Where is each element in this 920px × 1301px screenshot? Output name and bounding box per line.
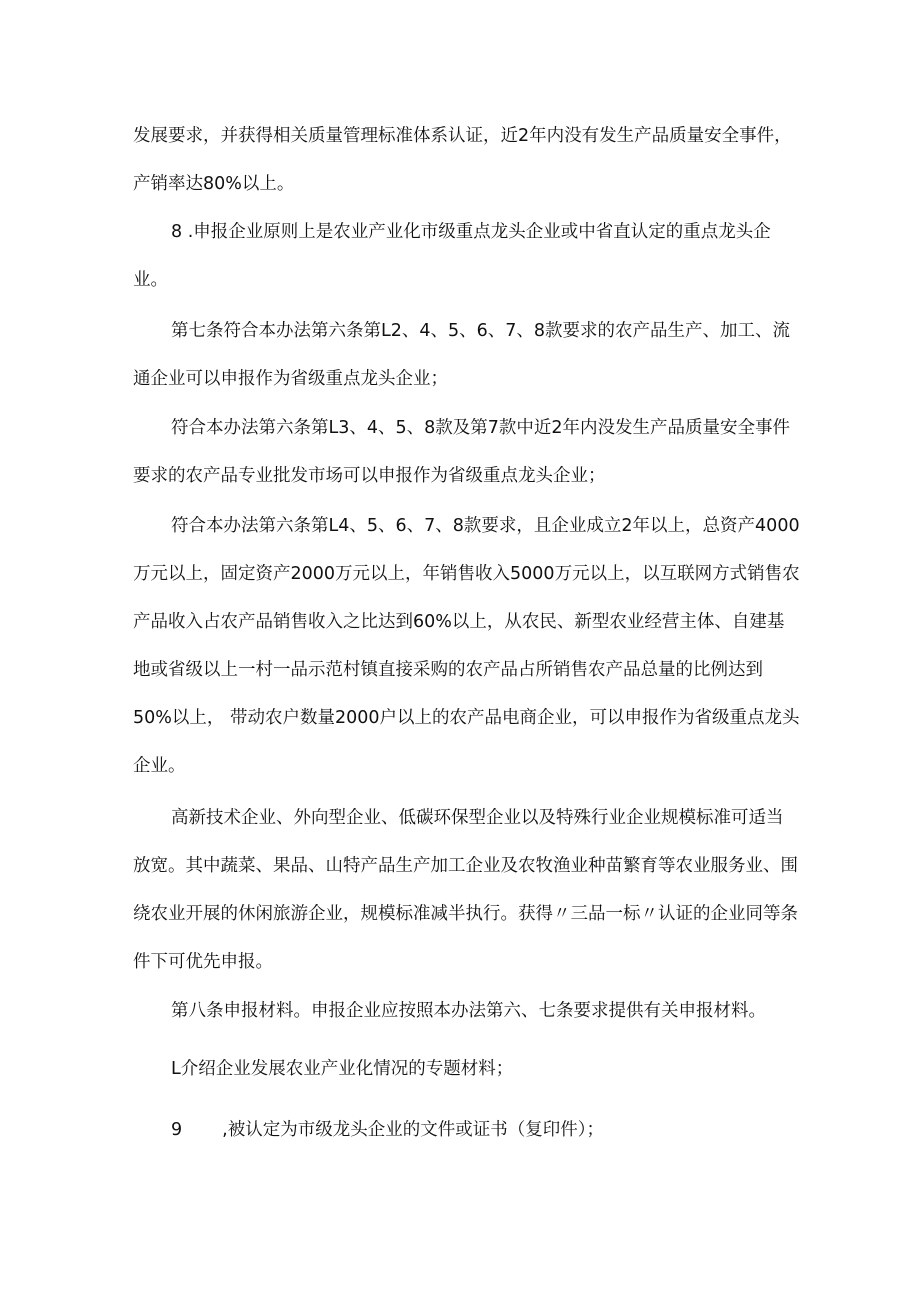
- text-line: L介绍企业发展农业产业化情况的专题材料；: [171, 1059, 514, 1079]
- paragraph-3: [133, 307, 791, 403]
- text-line: 放宽。其中蔬菜、果品、山特产品生产加工企业及农牧渔业种苗繁育等农业服务业、围: [133, 856, 798, 876]
- text-line: 第八条申报材料。申报企业应按照本办法第六、七条要求提供有关申报材料。: [171, 1001, 766, 1021]
- text-line: 符合本办法第六条第L3、4、5、8款及第7款中近2年内没发生产品质量安全事件: [171, 418, 791, 438]
- paragraph-7: [133, 987, 778, 1035]
- text-line: 高新技术企业、外向型企业、低碳环保型企业以及特殊行业企业规模标准可适当: [171, 808, 784, 828]
- text-line: 8 .申报企业原则上是农业产业化市级重点龙头企业或中省直认定的重点龙头企: [171, 222, 771, 242]
- text-line: 符合本办法第六条第L4、5、6、7、8款要求，且企业成立2年以上，总资产4000: [171, 516, 800, 536]
- list-number: 9: [171, 1120, 183, 1140]
- paragraph-9: [133, 1106, 778, 1154]
- text-line: 第七条符合本办法第六条第L2、4、5、6、7、8款要求的农产品生产、加工、流: [171, 321, 791, 341]
- text-line: [133, 1106, 778, 1154]
- paragraph-2: [133, 208, 778, 304]
- paragraph-4: [133, 404, 791, 500]
- text-line: 产品收入占农产品销售收入之比达到60%以上，从农民、新型农业经营主体、自建基: [133, 612, 785, 632]
- paragraph-6: [133, 794, 798, 986]
- text-line: 发展要求，并获得相关质量管理标准体系认证，近2年内没有发生产品质量安全事件，: [133, 126, 792, 146]
- text-line: 产销率达80%以上。: [133, 174, 295, 194]
- text-line: 50%以上， 带动农户数量2000户以上的农产品电商企业，可以申报作为省级重点龙头: [133, 708, 800, 728]
- list-item-text: ,被认定为市级龙头企业的文件或证书（复印件）；: [222, 1120, 604, 1140]
- paragraph-8: [133, 1045, 778, 1093]
- text-line: 件下可优先申报。: [133, 952, 273, 972]
- text-line: 绕农业开展的休闲旅游企业，规模标准减半执行。获得〃三品一标〃认证的企业同等条: [133, 904, 798, 924]
- text-line: 企业。: [133, 756, 186, 776]
- text-line: 通企业可以申报作为省级重点龙头企业；: [133, 369, 448, 389]
- paragraph-1: [133, 112, 792, 208]
- text-line: 地或省级以上一村一品示范村镇直接采购的农产品占所销售农产品总量的比例达到: [133, 660, 763, 680]
- text-line: 万元以上，固定资产2000万元以上，年销售收入5000万元以上，以互联网方式销售农: [133, 564, 800, 584]
- paragraph-5: [133, 502, 800, 790]
- text-line: 业。: [133, 270, 168, 290]
- text-line: 要求的农产品专业批发市场可以申报作为省级重点龙头企业；: [133, 466, 606, 486]
